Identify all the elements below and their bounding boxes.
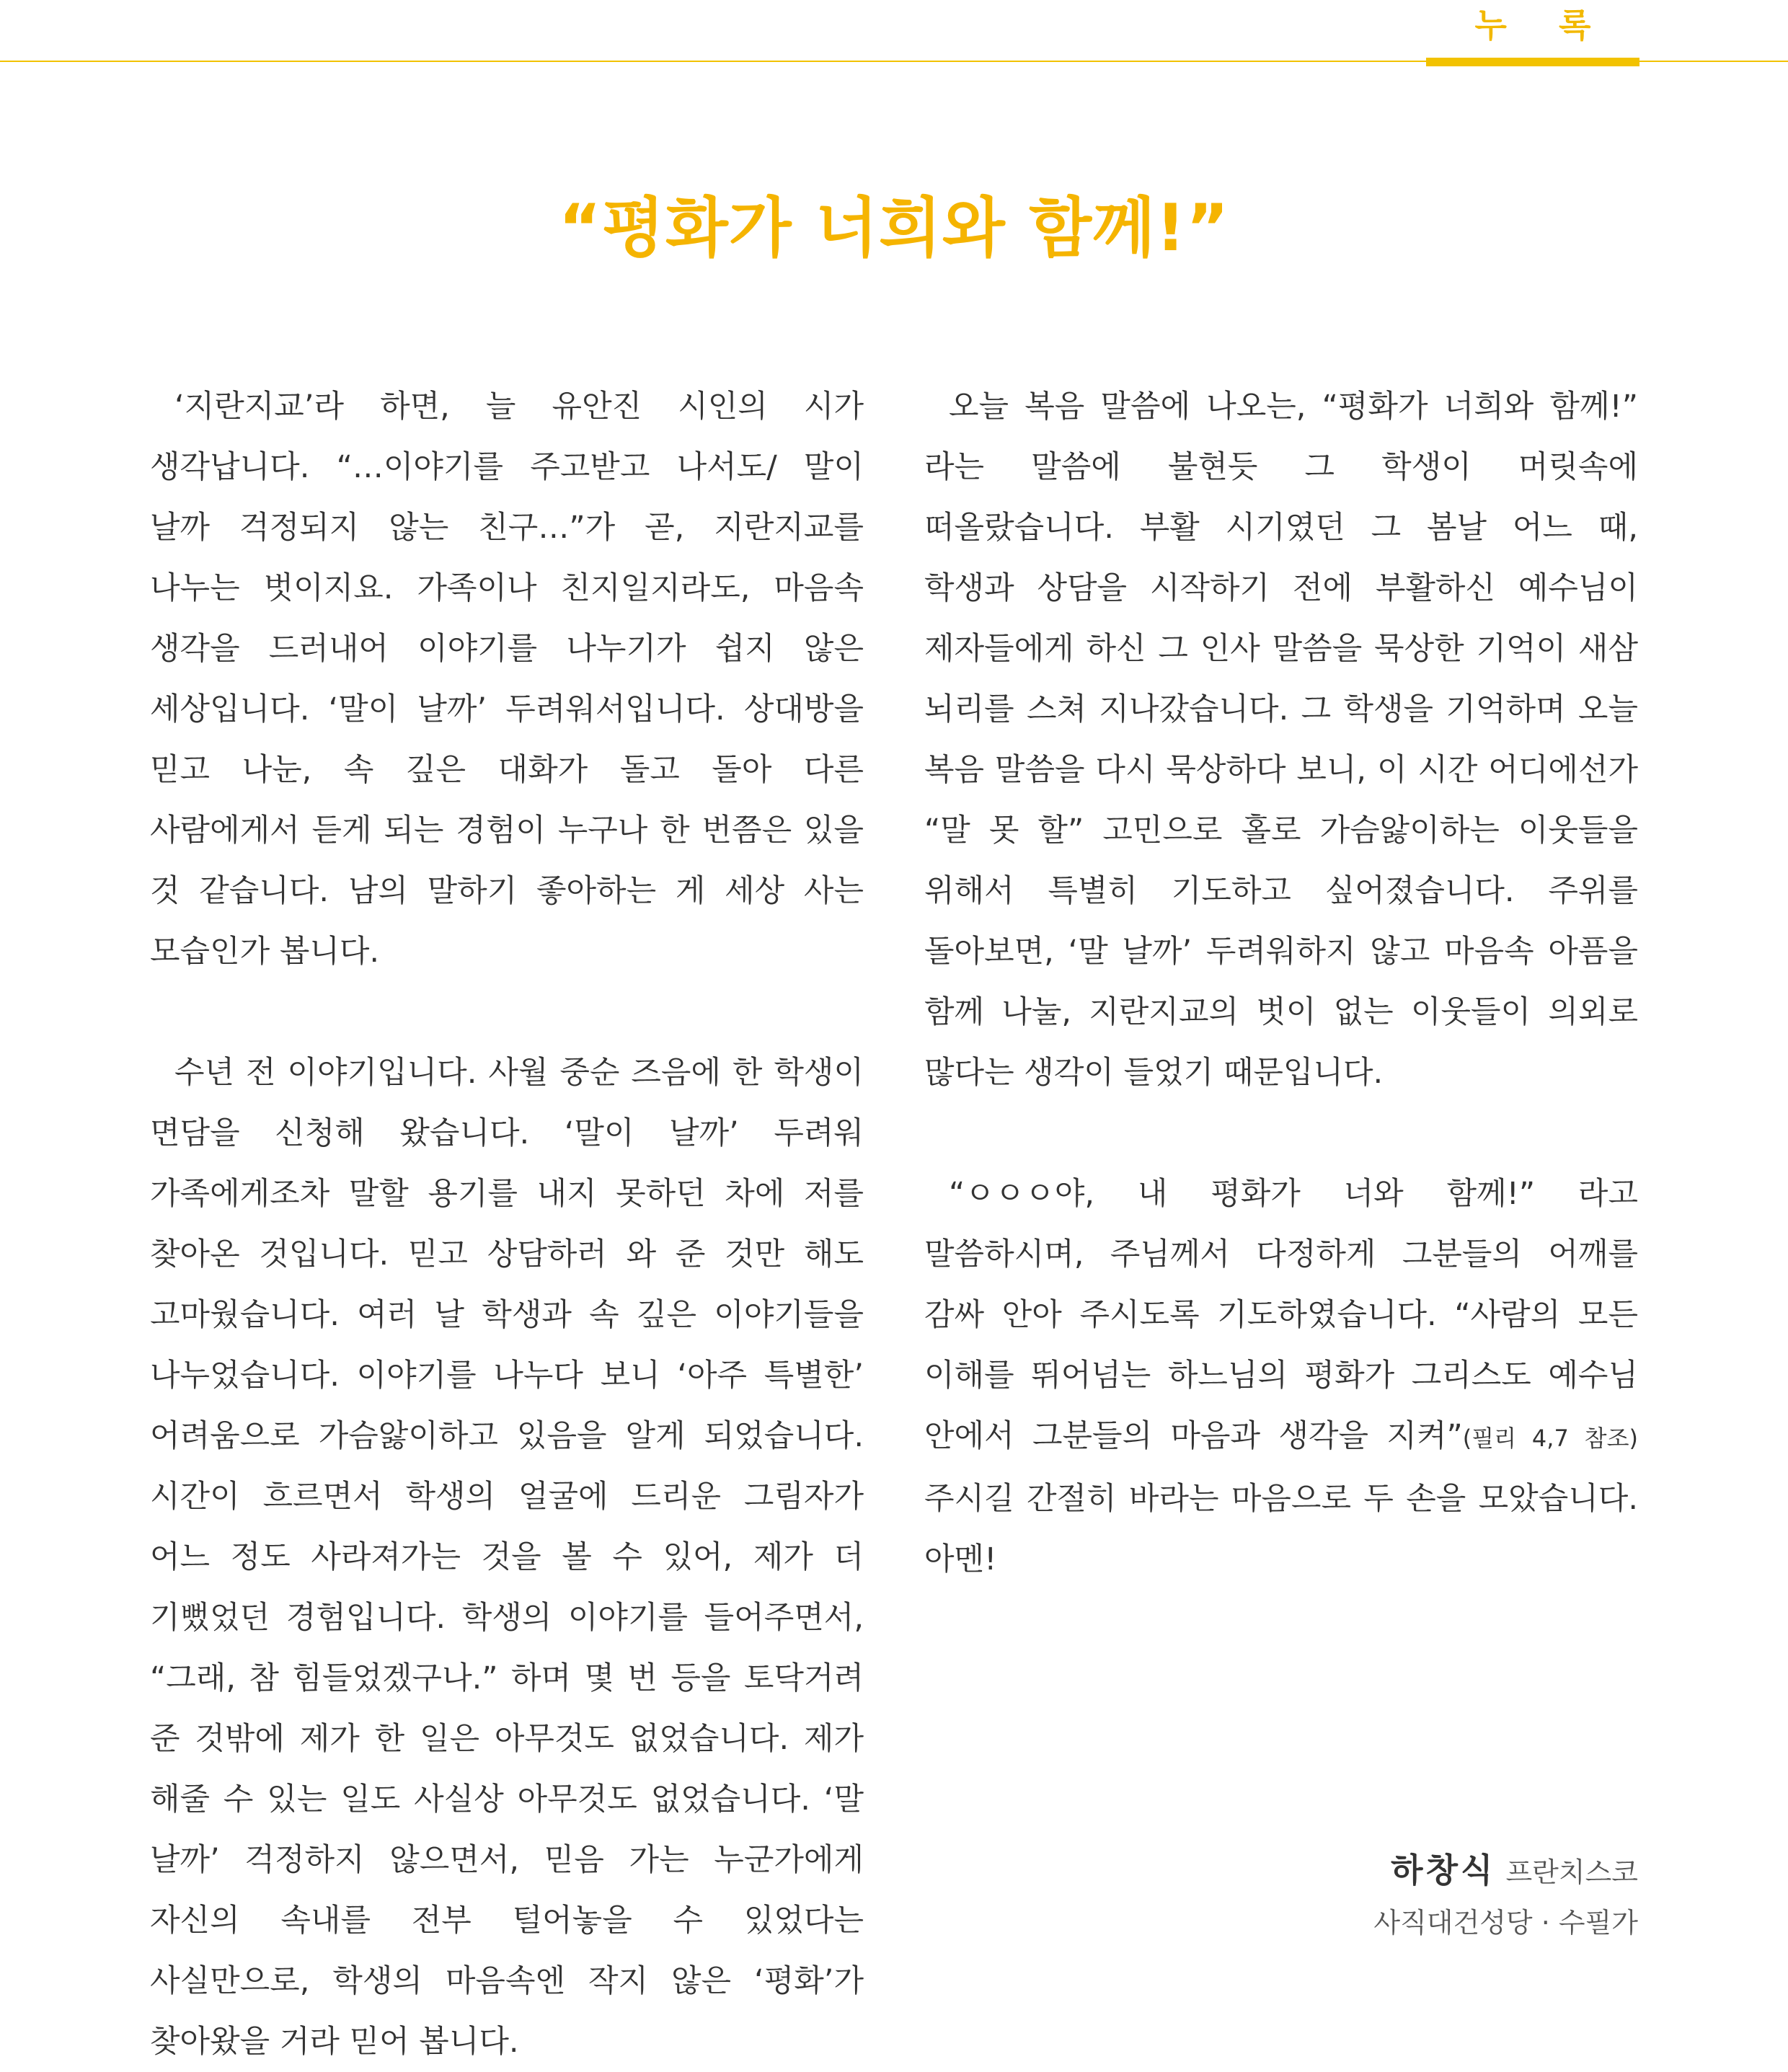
left-column [150,376,864,2072]
paragraph-text: “ㅇㅇㅇ야, 내 평화가 너와 함께!” 라고 말씀하시며, 주님께서 다정하게 그분들의 어깨를 감싸 안아 주시도록 기도하였습니다. “사람의 모든 이해를 뛰어넘는 하느님의 평화가 그리스도 예수님 안에서 그분들의 마음과 생각을 지켜” [924,1176,1638,1454]
author-baptismal-name: 프란치스코 [1505,1856,1638,1888]
paragraph: ‘지란지교’라 하면, 늘 유안진 시인의 시가 생각납니다. “…이야기를 주고받고 나서도/ 말이 날까 걱정되지 않는 친구…”가 곧, 지란지교를 나누는 벗이지요. 가족이나 친지일지라도, 마음속 생각을 드러내어 이야기를 나누기가 쉽지 않은 세상입니다. ‘말이 날까’ 두려워서입니다. 상대방을 믿고 나눈, 속 깊은 대화가 돌고 돌아 다른 사람에게서 듣게 되는 경험이 누구나 한 번쯤은 있을 것 같습니다. 남의 말하기 좋아하는 게 세상 사는 모습인가 봅니다. [150,389,864,970]
paragraph: 오늘 복음 말씀에 나오는, “평화가 너희와 함께!” 라는 말씀에 불현듯 그 학생이 머릿속에 떠올랐습니다. 부활 시기였던 그 봄날 어느 때, 학생과 상담을 시작하기 전에 부활하신 예수님이 제자들에게 하신 그 인사 말씀을 묵상한 기억이 새삼 뇌리를 스쳐 지나갔습니다. 그 학생을 기억하며 오늘 복음 말씀을 다시 묵상하다 보니, 이 시간 어디에선가 “말 못 할” 고민으로 홀로 가슴앓이하는 이웃들을 위해서 특별히 기도하고 싶어졌습니다. 주위를 돌아보면, ‘말 날까’ 두려워하지 않고 마음속 아픔을 함께 나눌, 지란지교의 벗이 없는 이웃들이 의외로 많다는 생각이 들었기 때문입니다. [924,389,1638,1091]
right-column [924,376,1638,1590]
section-tab-underline [1426,58,1639,66]
section-label: 누 록 [1474,6,1611,45]
author-block [1373,1846,1638,1943]
article-title: “평화가 너희와 함께!” [558,190,1230,266]
section-tab [1426,0,1639,61]
author-line [1373,1846,1638,1903]
author-name: 하창식 [1391,1851,1496,1890]
paragraph-text: 주시길 간절히 바라는 마음으로 두 손을 모았습니다. 아멘! [924,1481,1638,1577]
paragraph [924,1164,1638,1590]
paragraph: 수년 전 이야기입니다. 사월 중순 즈음에 한 학생이 면담을 신청해 왔습니다. ‘말이 날까’ 두려워 가족에게조차 말할 용기를 내지 못하던 차에 저를 찾아온 것입니다. 믿고 상담하러 와 준 것만 해도 고마웠습니다. 여러 날 학생과 속 깊은 이야기들을 나누었습니다. 이야기를 나누다 보니 ‘아주 특별한’ 어려움으로 가슴앓이하고 있음을 알게 되었습니다. 시간이 흐르면서 학생의 얼굴에 드리운 그림자가 어느 정도 사라져가는 것을 볼 수 있어, 제가 더 기뻤었던 경험입니다. 학생의 이야기를 들어주면서, “그래, 참 힘들었겠구나.” 하며 몇 번 등을 토닥거려 준 것밖에 제가 한 일은 아무것도 없었습니다. 제가 해줄 수 있는 일도 사실상 아무것도 없었습니다. ‘말 날까’ 걱정하지 않으면서, 믿음 가는 누군가에게 자신의 속내를 전부 털어놓을 수 있었다는 사실만으로, 학생의 마음속엔 작지 않은 ‘평화’가 찾아왔을 거라 믿어 봅니다. [150,1055,864,2060]
scripture-citation: (필리 4,7 참조) [1462,1425,1638,1452]
author-affiliation: 사직대건성당 · 수필가 [1373,1907,1638,1939]
